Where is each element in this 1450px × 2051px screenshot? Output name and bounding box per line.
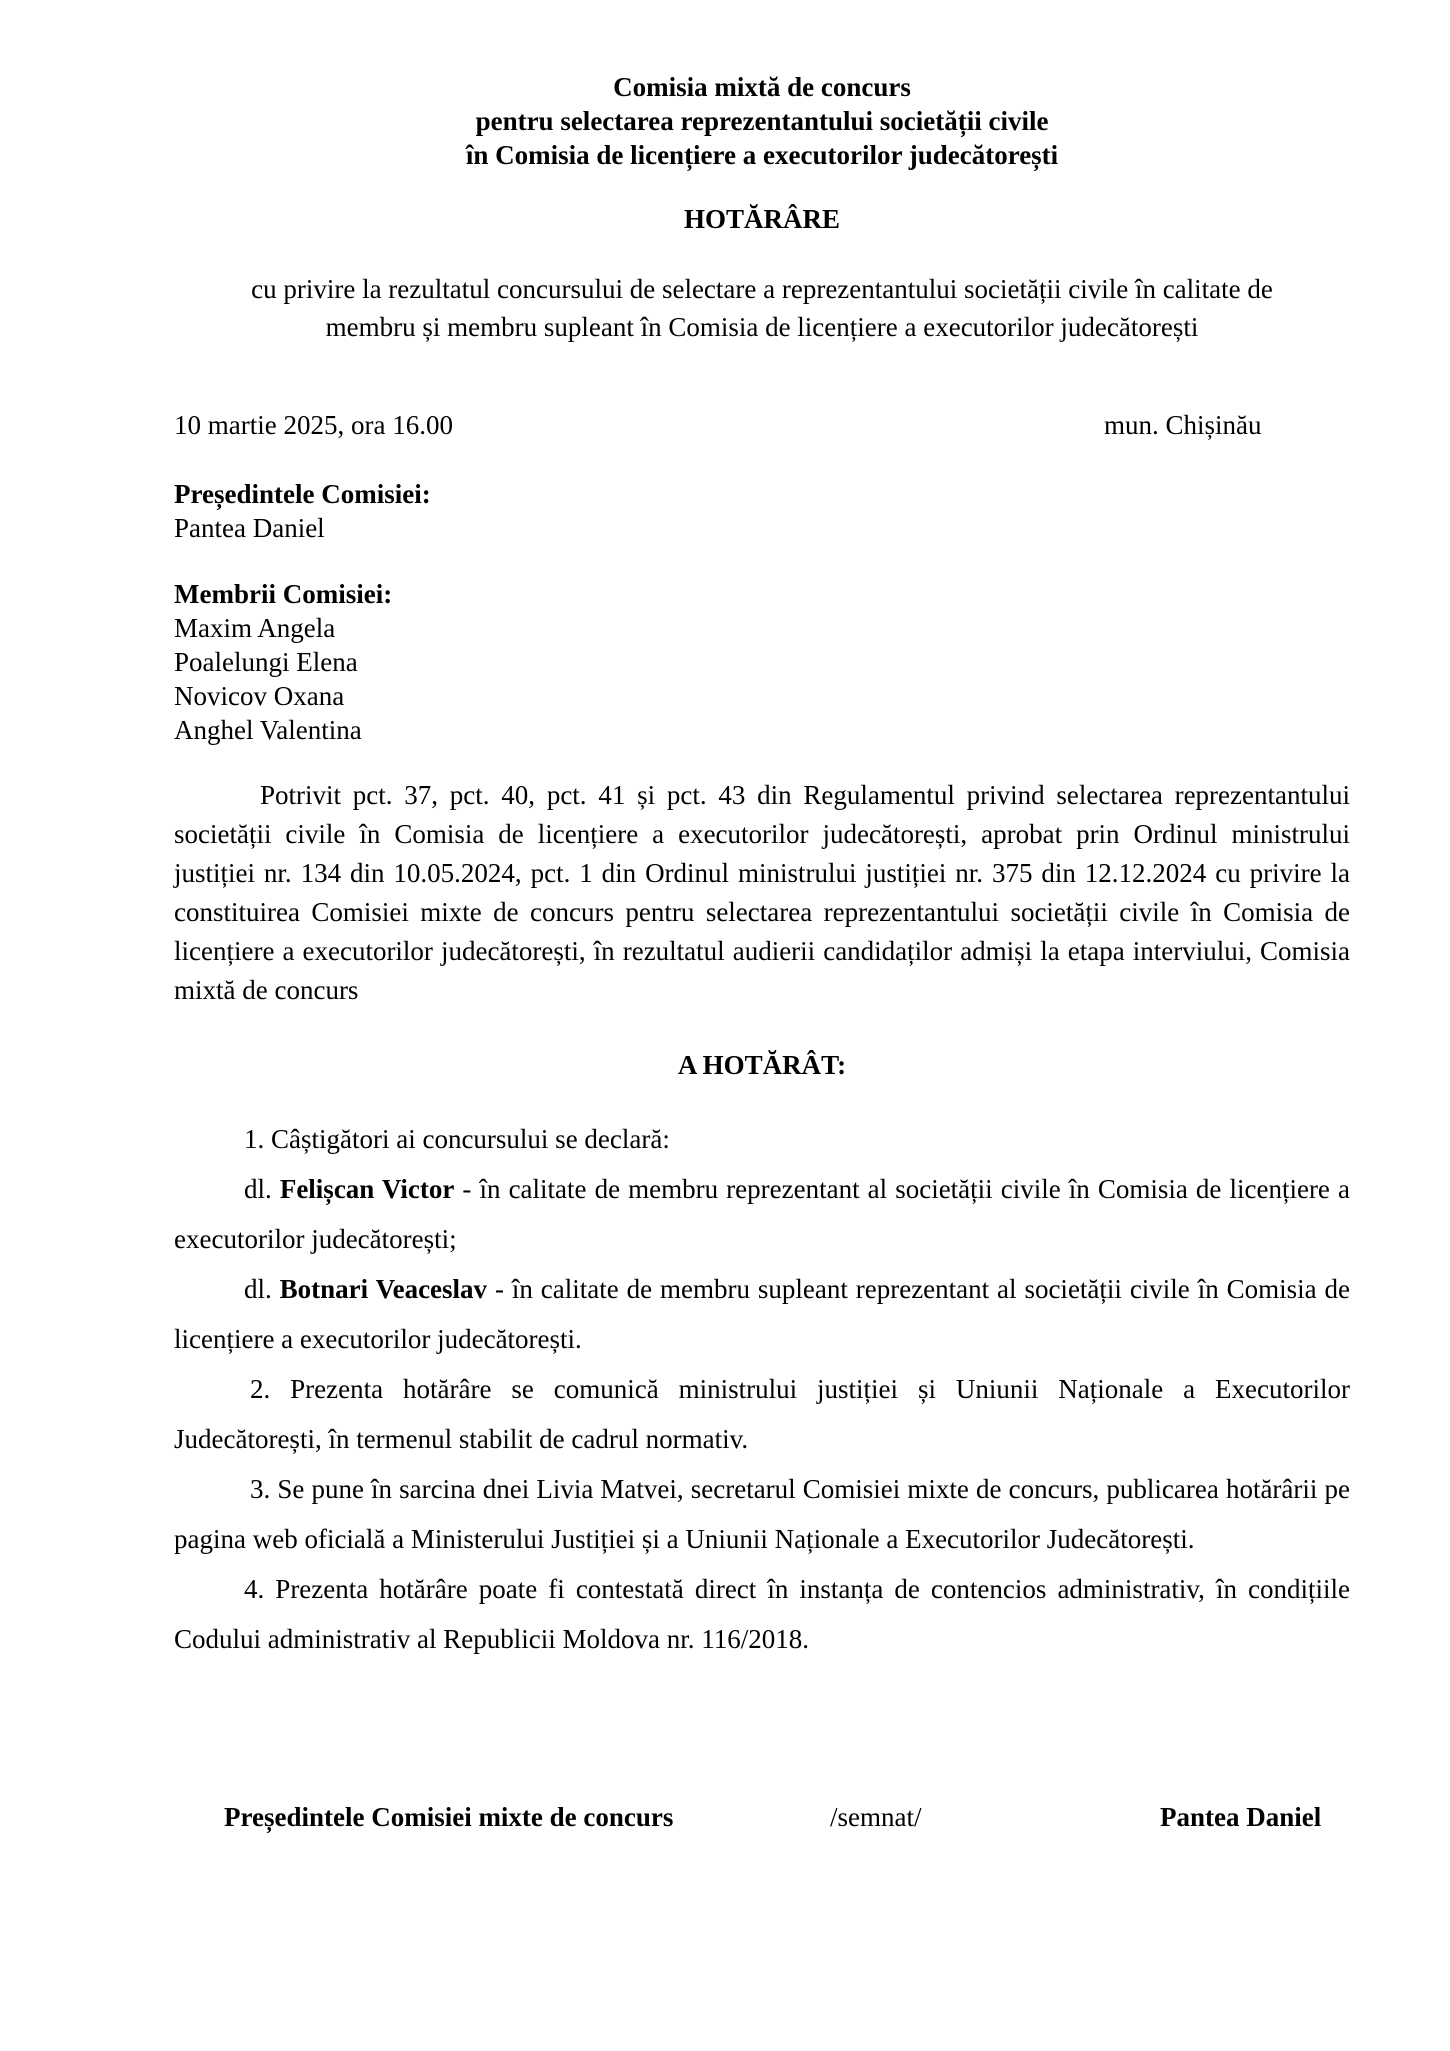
winner-1	[174, 1164, 1350, 1264]
document-header	[174, 70, 1350, 172]
signature-name: Pantea Daniel	[1160, 1802, 1322, 1832]
winner-1-prefix: dl.	[244, 1174, 280, 1204]
winner-2	[174, 1264, 1350, 1364]
document-subject	[174, 270, 1350, 346]
intro-paragraph: Potrivit pct. 37, pct. 40, pct. 41 și pct. 43 din Regulamentul privind selectarea reprezentantului societății civile în Comisia de licențiere a executorilor judecătorești, aprobat prin Ordinul ministrului justiției nr. 134 din 10.05.2024, pct. 1 din Ordinul ministrului justiției nr. 375 din 12.12.2024 cu privire la constituirea Comisiei mixte de concurs pentru selectarea reprezentantului societății civile în Comisia de licențiere a executorilor judecătorești, în rezultatul audierii candidaților admiși la etapa interviului, Comisia mixtă de concurs	[174, 780, 1350, 1005]
signature-role: Președintele Comisiei mixte de concurs	[224, 1802, 674, 1832]
subject-line-2: membru și membru supleant în Comisia de licențiere a executorilor judecătorești	[325, 312, 1199, 342]
item-1: 1. Câștigători ai concursului se declară:	[244, 1124, 670, 1154]
winner-1-name: Felișcan Victor	[279, 1174, 455, 1204]
winner-2-name: Botnari Veaceslav	[279, 1274, 488, 1304]
item-2: 2. Prezenta hotărâre se comunică ministrului justiției și Uniunii Naționale a Executorilor Judecătorești, în termenul stabilit de cadrul normativ.	[174, 1374, 1350, 1454]
president-name: Pantea Daniel	[174, 513, 325, 543]
president-block	[174, 477, 431, 545]
winner-2-text: - în calitate de membru supleant reprezentant al societății civile în Comisia de licențiere a executorilor judecătorești.	[174, 1274, 1350, 1354]
winner-1-text: - în calitate de membru reprezentant al societății civile în Comisia de licențiere a executorilor judecătorești;	[174, 1174, 1350, 1254]
member-name: Novicov Oxana	[174, 681, 345, 711]
decided-heading: A HOTĂRÂT:	[677, 1050, 847, 1080]
header-line-1: Comisia mixtă de concurs	[613, 72, 911, 102]
item-3: 3. Se pune în sarcina dnei Livia Matvei, secretarul Comisiei mixte de concurs, publicarea hotărârii pe pagina web oficială a Ministerului Justiției și a Uniunii Naționale a Executorilor Judecătorești.	[174, 1474, 1350, 1554]
member-name: Anghel Valentina	[174, 715, 362, 745]
header-line-3: în Comisia de licențiere a executorilor judecătorești	[465, 140, 1059, 170]
subject-line-1: cu privire la rezultatul concursului de selectare a reprezentantului societății civile în calitate de	[251, 274, 1273, 304]
members-label: Membrii Comisiei:	[174, 579, 393, 609]
winner-2-prefix: dl.	[244, 1274, 280, 1304]
document-date: 10 martie 2025, ora 16.00	[174, 410, 453, 440]
members-block	[174, 577, 392, 747]
document-title: HOTĂRÂRE	[683, 204, 840, 234]
president-label: Președintele Comisiei:	[174, 479, 431, 509]
member-name: Poalelungi Elena	[174, 647, 358, 677]
item-4: 4. Prezenta hotărâre poate fi contestată direct în instanța de contencios administrativ, în condițiile Codului administrativ al Republicii Moldova nr. 116/2018.	[174, 1574, 1350, 1654]
decision-items	[174, 1114, 1350, 1664]
header-line-2: pentru selectarea reprezentantului societății civile	[475, 106, 1049, 136]
signature-mark: /semnat/	[830, 1802, 922, 1832]
member-name: Maxim Angela	[174, 613, 336, 643]
document-place: mun. Chișinău	[1104, 410, 1262, 440]
